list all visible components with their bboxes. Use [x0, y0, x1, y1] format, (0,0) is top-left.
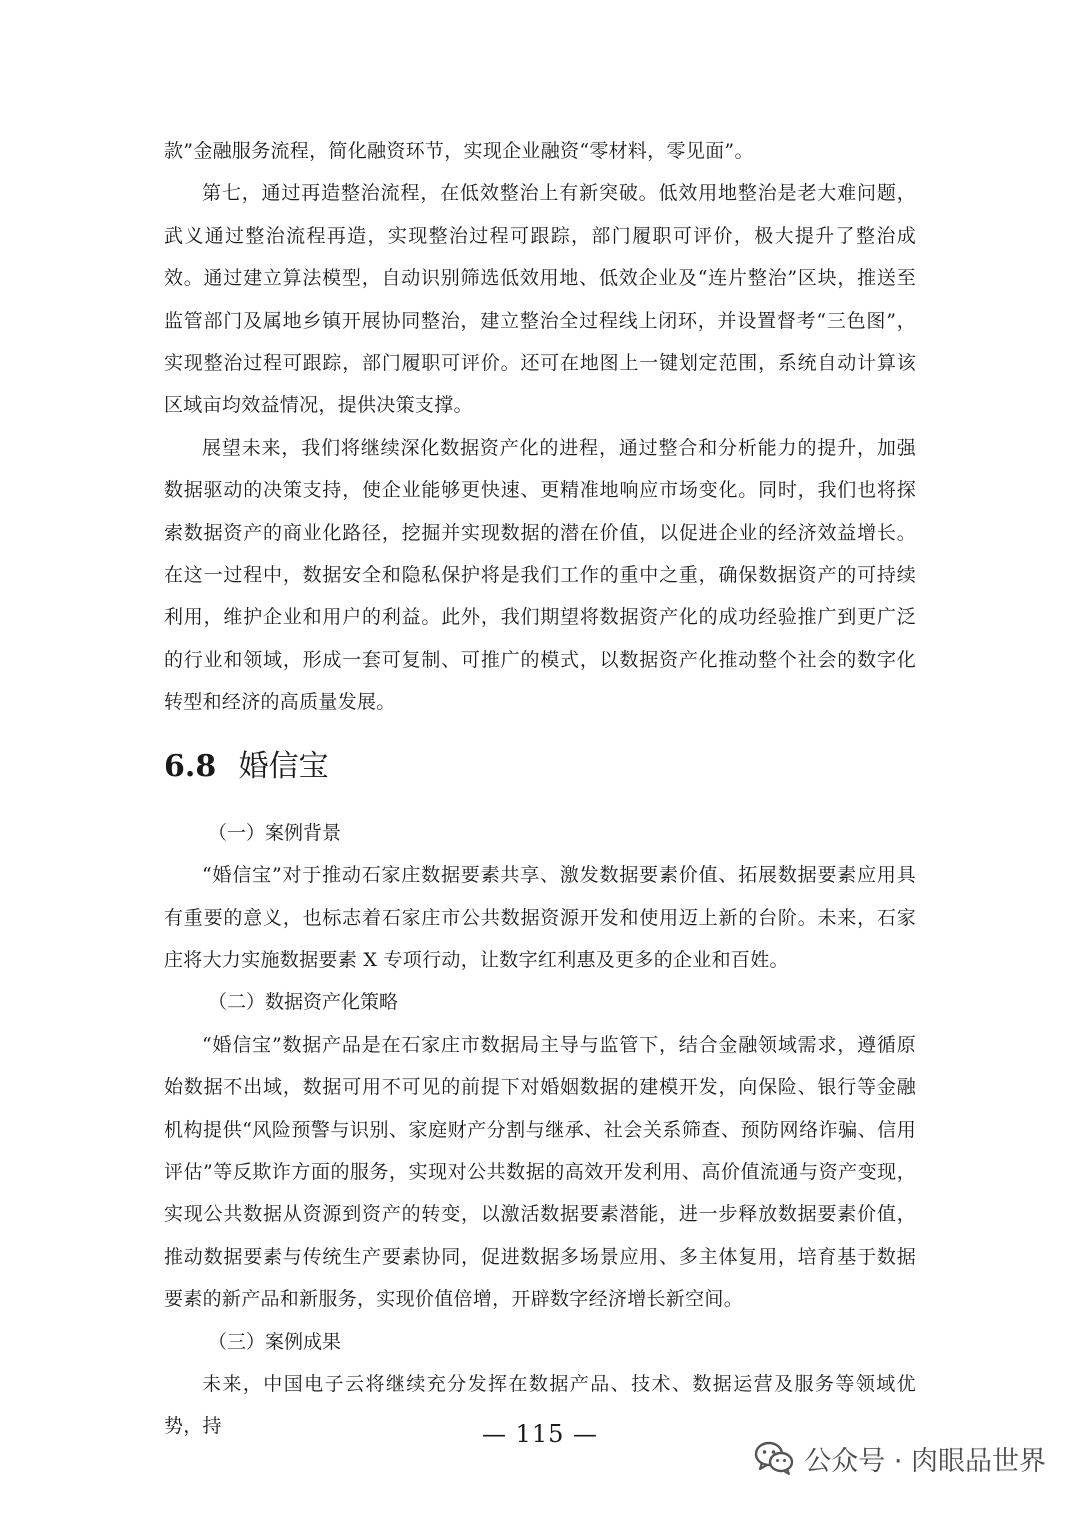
paragraph-background: “婚信宝”对于推动石家庄数据要素共享、激发数据要素价值、拓展数据要素应用具有重要的意义，也标志着石家庄市公共数据资源开发和使用迈上新的台阶。未来，石家庄将大力实施数据要素 X 专项行动，让数字红利惠及更多的企业和百姓。	[164, 864, 916, 971]
page-content	[164, 130, 916, 1448]
subsection-heading-strategy: （二）数据资产化策略	[208, 991, 399, 1014]
page-number: — 115 —	[481, 1420, 599, 1448]
section-title: 婚信宝	[238, 748, 329, 784]
paragraph-continuation: 款”金融服务流程，简化融资环节，实现企业融资“零材料，零见面”。	[164, 140, 754, 162]
section-heading	[164, 738, 916, 796]
watermark	[754, 1432, 1046, 1484]
paragraph-seventh-point: 第七，通过再造整治流程，在低效整治上有新突破。低效用地整治是老大难问题，武义通过整治流程再造，实现整治过程可跟踪，部门履职可评价，极大提升了整治成效。通过建立算法模型，自动识别筛选低效用地、低效企业及“连片整治”区块，推送至监管部门及属地乡镇开展协同整治，建立整治全过程线上闭环，并设置督考“三色图”， 实现整治过程可跟踪，部门履职可评价。还可在地图上一键划定范围，系统自动计算该区域亩均效益情况，提供决策支撑。	[164, 182, 916, 417]
wechat-icon	[754, 1440, 794, 1476]
section-number: 6.8	[164, 748, 217, 784]
paragraph-strategy: “婚信宝”数据产品是在石家庄市数据局主导与监管下，结合金融领域需求，遵循原始数据不出域，数据可用不可见的前提下对婚姻数据的建模开发，向保险、银行等金融机构提供“风险预警与识别、家庭财产分割与继承、社会关系筛查、预防网络诈骗、信用评估”等反欺诈方面的服务，实现对公共数据的高效开发利用、高价值流通与资产变现，实现公共数据从资源到资产的转变，以激活数据要素潜能，进一步释放数据要素价值，推动数据要素与传统生产要素协同，促进数据多场景应用、多主体复用，培育基于数据要素的新产品和新服务，实现价值倍增，开辟数字经济增长新空间。	[164, 1033, 916, 1311]
paragraph-results: 未来，中国电子云将继续充分发挥在数据产品、技术、数据运营及服务等领域优势，持	[164, 1372, 916, 1438]
subsection-heading-results: （三）案例成果	[208, 1330, 342, 1353]
paragraph-outlook: 展望未来，我们将继续深化数据资产化的进程，通过整合和分析能力的提升，加强数据驱动的决策支持，使企业能够更快速、更精准地响应市场变化。同时，我们也将探索数据资产的商业化路径，挖掘并实现数据的潜在价值，以促进企业的经济效益增长。在这一过程中，数据安全和隐私保护将是我们工作的重中之重，确保数据资产的可持续利用，维护企业和用户的利益。此外，我们期望将数据资产化的成功经验推广到更广泛的行业和领域，形成一套可复制、可推广的模式，以数据资产化推动整个社会的数字化转型和经济的高质量发展。	[164, 436, 916, 714]
subsection-heading-background: （一）案例背景	[208, 821, 342, 844]
watermark-text: 公众号 · 肉眼品世界	[804, 1445, 1046, 1477]
